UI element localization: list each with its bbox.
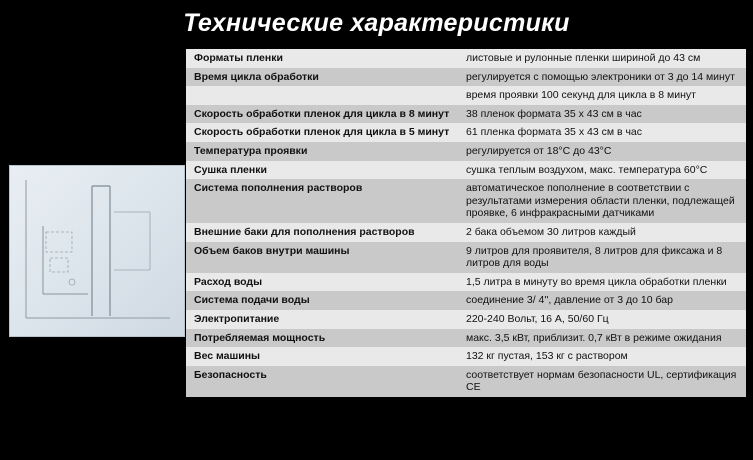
- spec-label: Электропитание: [186, 310, 458, 329]
- spec-label: Система пополнения растворов: [186, 179, 458, 223]
- spec-value: 2 бака объемом 30 литров каждый: [458, 223, 746, 242]
- table-row: [186, 329, 746, 348]
- spec-label: Скорость обработки пленок для цикла в 5 минут: [186, 123, 458, 142]
- page-title: Технические характеристики: [183, 8, 570, 37]
- spec-value: соответствует нормам безопасности UL, сертификация СЕ: [458, 366, 746, 397]
- spec-label: [186, 86, 458, 105]
- spec-label: Сушка пленки: [186, 161, 458, 180]
- specifications-table: [186, 49, 746, 397]
- spec-value: 132 кг пустая, 153 кг с раствором: [458, 347, 746, 366]
- spec-value: время проявки 100 секунд для цикла в 8 минут: [458, 86, 746, 105]
- table-row: [186, 161, 746, 180]
- spec-value: 61 пленка формата 35 x 43 см в час: [458, 123, 746, 142]
- table-row: [186, 310, 746, 329]
- spec-label: Безопасность: [186, 366, 458, 397]
- table-row: [186, 366, 746, 397]
- spec-label: Система подачи воды: [186, 291, 458, 310]
- table-row: [186, 142, 746, 161]
- spec-label: Расход воды: [186, 273, 458, 292]
- spec-value: сушка теплым воздухом, макс. температура 60°С: [458, 161, 746, 180]
- spec-label: Температура проявки: [186, 142, 458, 161]
- spec-value: 1,5 литра в минуту во время цикла обработки пленки: [458, 273, 746, 292]
- spec-label: Объем баков внутри машины: [186, 242, 458, 273]
- spec-label: Скорость обработки пленок для цикла в 8 минут: [186, 105, 458, 124]
- spec-value: автоматическое пополнение в соответствии с результатами измерения области пленки, подлежащей проявке, 6 инфракрасными датчиками: [458, 179, 746, 223]
- table-row: [186, 347, 746, 366]
- spec-value: соединение 3/ 4'', давление от 3 до 10 бар: [458, 291, 746, 310]
- table-row: [186, 273, 746, 292]
- spec-value: регулируется от 18°С до 43°С: [458, 142, 746, 161]
- spec-value: 9 литров для проявителя, 8 литров для фиксажа и 8 литров для воды: [458, 242, 746, 273]
- spec-label: Вес машины: [186, 347, 458, 366]
- spec-value: регулируется с помощью электроники от 3 до 14 минут: [458, 68, 746, 87]
- table-row: [186, 86, 746, 105]
- table-row: [186, 68, 746, 87]
- title-bar: [0, 0, 753, 46]
- spec-value: 38 пленок формата 35 x 43 см в час: [458, 105, 746, 124]
- table-row: [186, 105, 746, 124]
- table-row: [186, 223, 746, 242]
- table-row: [186, 291, 746, 310]
- table-row: [186, 123, 746, 142]
- spec-label: Время цикла обработки: [186, 68, 458, 87]
- product-image: [9, 165, 185, 337]
- table-body: [186, 49, 746, 397]
- spec-label: Форматы пленки: [186, 49, 458, 68]
- spec-value: 220-240 Вольт, 16 А, 50/60 Гц: [458, 310, 746, 329]
- spec-label: Внешние баки для пополнения растворов: [186, 223, 458, 242]
- table-row: [186, 49, 746, 68]
- machine-line-drawing-icon: [10, 166, 185, 337]
- spec-label: Потребляемая мощность: [186, 329, 458, 348]
- spec-value: листовые и рулонные пленки шириной до 43 см: [458, 49, 746, 68]
- spec-value: макс. 3,5 кВт, приблизит. 0,7 кВт в режиме ожидания: [458, 329, 746, 348]
- table-row: [186, 179, 746, 223]
- table-row: [186, 242, 746, 273]
